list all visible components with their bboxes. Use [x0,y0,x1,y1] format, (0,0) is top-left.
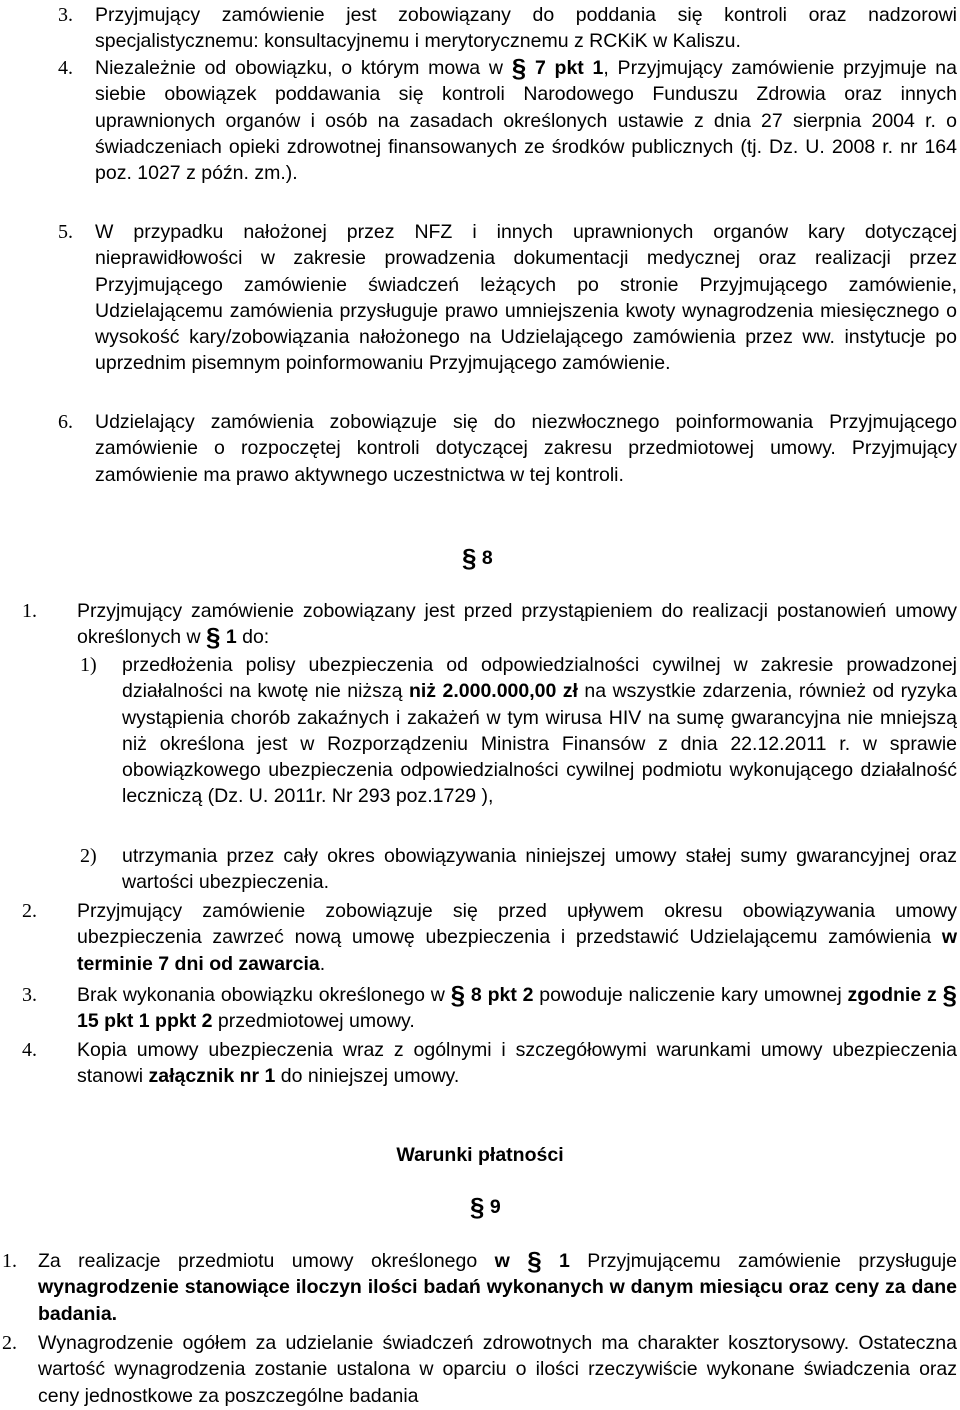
list-number: 5. [58,221,73,243]
section-sign: § [450,980,466,1010]
paragraph-8-1: Przyjmujący zamówienie zobowiązany jest przed przystąpieniem do realizacji postanowień umowy określonych w § 1 do: [77,600,957,653]
list-number: 2) [80,845,97,867]
paragraph-9-1: Za realizacje przedmiotu umowy określonego w § 1 Przyjmującemu zamówienie przysługuje wynagrodzenie stanowiące iloczyn ilości badań wykonanych w danym miesiącu oraz ceny za dane badania. [38,1246,957,1325]
list-number: 1. [22,600,37,622]
paragraph-8-2: Przyjmujący zamówienie zobowiązuje się przed upływem okresu obowiązywania umowy ubezpieczenia zawrzeć nową umowę ubezpieczenia i przedstawić Udzielającemu zamówienia w terminie 7 dni od zawarcia. [77,900,957,975]
paragraph-8-4: Kopia umowy ubezpieczenia wraz z ogólnymi i szczegółowymi warunkami umowy ubezpieczenia stanowi załącznik nr 1 do niniejszej umowy. [77,1039,957,1088]
list-number: 4. [22,1039,37,1061]
paragraph-9-2: Wynagrodzenie ogółem za udzielanie świadczeń zdrowotnych ma charakter kosztorysowy. Ostateczna wartość wynagrodzenia zostanie ustalona w oparciu o ilości rzeczywiście wykonane świadczenia oraz ceny jednostkowe za poszczególne badania [38,1332,957,1407]
section-sign: § [942,980,957,1010]
list-number: 2. [22,900,37,922]
section-title: Warunki płatności [396,1144,564,1166]
section-sign: § [511,53,527,83]
section-sign: § [470,1192,485,1222]
section-sign: § [462,543,477,573]
list-number: 2. [2,1332,17,1354]
section-sign: § [205,622,221,653]
list-number: 6. [58,411,73,433]
list-number: 3. [58,4,73,26]
section-sign: § [527,1246,542,1276]
paragraph-7-6: Udzielający zamówienia zobowiązuje się do niezwłocznego poinformowania Przyjmującego zamówienie o rozpoczętej kontroli dotyczącej zakresu przedmiotowej umowy. Przyjmujący zamówienie ma prawo aktywnego uczestnictwa w tej kontroli. [95,411,957,486]
paragraph-8-3: Brak wykonania obowiązku określonego w § 8 pkt 2 powoduje naliczenie kary umownej zgodnie z § 15 pkt 1 ppkt 2 przedmiotowej umowy. [77,980,957,1033]
list-number: 1) [80,654,97,676]
list-number: 3. [22,984,37,1006]
section-heading-9: § 9 [470,1192,501,1222]
paragraph-7-3: Przyjmujący zamówienie jest zobowiązany do poddania się kontroli oraz nadzorowi specjalistycznemu: konsultacyjnemu i merytorycznemu z RCKiK w Kaliszu. [95,4,957,53]
paragraph-8-1-1: przedłożenia polisy ubezpieczenia od odpowiedzialności cywilnej w zakresie prowadzonej działalności na kwotę nie niższą niż 2.000.000,00 zł na wszystkie zdarzenia, również od ryzyka wystąpienia chorób zakaźnych i zakażeń w tym wirusa HIV na sumę gwarancyjna nie mniejszą niż określona jest w Rozporządzeniu Ministra Finansów z dnia 22.12.2011 r. w sprawie obowiązkowego ubezpieczenia odpowiedzialności cywilnej podmiotu wykonującego działalność leczniczą (Dz. U. 2011r. Nr 293 poz.1729 ), [122,654,957,808]
paragraph-7-5: W przypadku nałożonej przez NFZ i innych uprawnionych organów kary dotyczącej nieprawidłowości w zakresie prowadzenia dokumentacji medycznej oraz realizacji przez Przyjmującego zamówienie świadczeń leżących po stronie Przyjmującego zamówienie, Udzielającemu zamówienia przysługuje prawo umniejszenia kwoty wynagrodzenia miesięcznego o wysokość kary/zobowiązania nałożonego na Udzielającego zamówienia przez ww. instytucje po uprzednim pisemnym poinformowaniu Przyjmującego zamówienie. [95,221,957,375]
paragraph-7-4: Niezależnie od obowiązku, o którym mowa w § 7 pkt 1, Przyjmujący zamówienie przyjmuje na siebie obowiązek poddawania się kontroli Narodowego Funduszu Zdrowia oraz innych uprawnionych organów i osób na zasadach określonych ustawie z dnia 27 sierpnia 2004 r. o świadczeniach opieki zdrowotnej finansowanych ze środków publicznych (tj. Dz. U. 2008 r. nr 164 poz. 1027 z późn. zm.). [95,53,957,185]
section-heading-8: § 8 [462,543,493,573]
list-number: 1. [2,1250,17,1272]
list-number: 4. [58,57,73,79]
paragraph-8-1-2: utrzymania przez cały okres obowiązywania niniejszej umowy stałej sumy gwarancyjnej oraz wartości ubezpieczenia. [122,845,957,894]
